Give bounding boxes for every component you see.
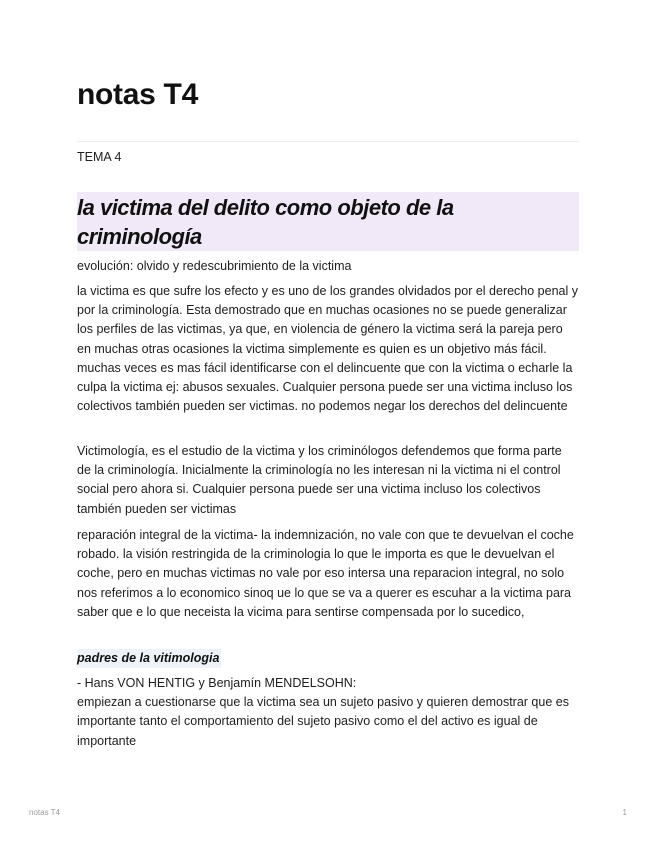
section-heading: la victima del delito como objeto de la criminología	[77, 192, 579, 251]
paragraph-padres-authors: - Hans VON HENTIG y Benjamín MENDELSOHN:	[77, 676, 357, 690]
paragraph-reparacion: reparación integral de la victima- la indemnización, no vale con que te devuelvan el coche robado. la visión restringida de la criminologia lo que le importa es que le devuelvan el coche, pero en muchas victimas no vale por eso intersa una reparacion integral, no solo nos referimos a lo economico sinoq ue lo que se va a querer es escuhar a la victima para saber que e lo que neceista la vicima para sentirse compensada por lo sucedico,	[77, 528, 574, 619]
title-divider	[77, 141, 579, 142]
page-title: notas T4	[77, 78, 198, 111]
paragraph-padres-body: empiezan a cuestionarse que la victima sea un sujeto pasivo y quieren demostrar que es importante tanto el comportamiento del sujeto pasivo como el del activo es igual de importante	[77, 695, 569, 748]
subheading-padres: padres de la vitimologia	[77, 649, 221, 668]
tema-label: TEMA 4	[77, 150, 122, 164]
paragraph-padres	[77, 674, 579, 751]
paragraph-victima: la victima es que sufre los efecto y es uno de los grandes olvidados por el derecho penal y por la criminología. Esta demostrado que en muchas ocasiones no se puede generalizar los perfiles de las victimas, ya que, en violencia de género la victima será la pareja pero en muchas otras ocasiones la victima simplemente es quien es un objetivo más fácil. muchas veces es mas fácil identificarse con el delincuente que con la victima o echarle la culpa la victima ej: abusos sexuales. Cualquier persona puede ser una victima incluso los colectivos también pueden ser victimas. no podemos negar los derechos del delincuente	[77, 284, 578, 414]
subtitle-line: evolución: olvido y redescubrimiento de la victima	[77, 259, 352, 273]
paragraph-victimologia: Victimología, es el estudio de la victima y los criminólogos defendemos que forma parte de la criminología. Inicialmente la criminología no les interesan ni la victima ni el control social pero ahora si. Cualquier persona puede ser una victima incluso los colectivos también pueden ser victimas	[77, 444, 562, 516]
footer-doc-name: notas T4	[29, 808, 60, 817]
footer-page-number: 1	[622, 808, 627, 817]
